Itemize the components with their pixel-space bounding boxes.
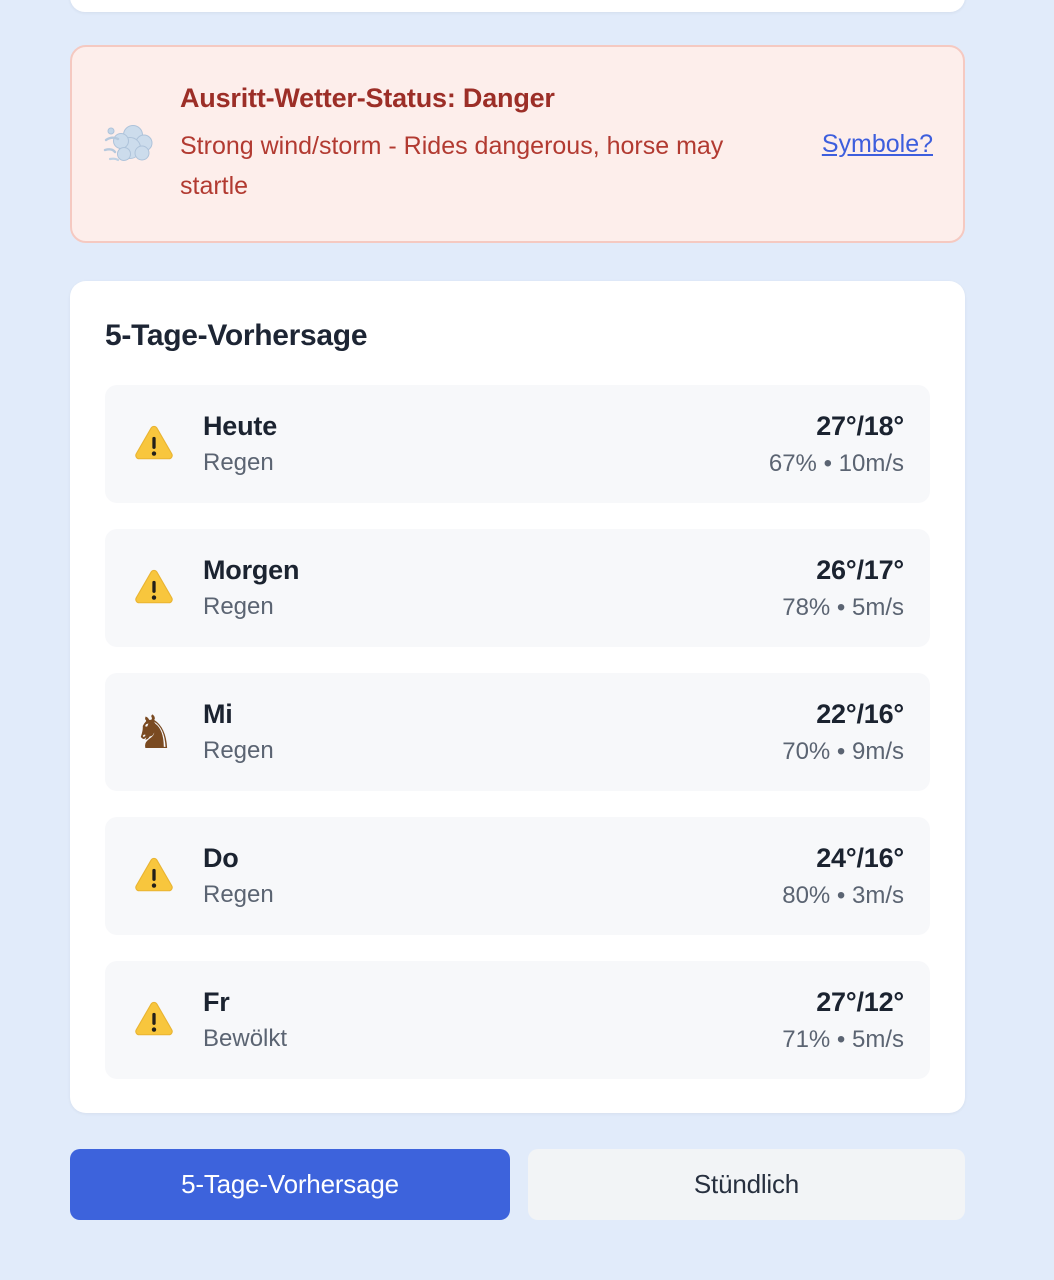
- symbols-help-link[interactable]: Symbole?: [821, 129, 933, 158]
- horse-icon: ♞: [133, 706, 175, 758]
- forecast-condition: Bewölkt: [203, 1025, 288, 1052]
- forecast-details: 70% • 9m/s: [782, 737, 904, 765]
- forecast-details: 80% • 3m/s: [782, 881, 904, 909]
- warning-icon: [129, 566, 179, 610]
- forecast-details: 71% • 5m/s: [782, 1025, 904, 1053]
- forecast-title: 5-Tage-Vorhersage: [105, 319, 368, 352]
- forecast-row-fr: [105, 961, 930, 1079]
- forecast-day-label: Fr: [203, 987, 230, 1017]
- forecast-row-do: [105, 817, 930, 935]
- forecast-temps: 27°/12°: [816, 986, 904, 1017]
- wind-gust-emoji: [102, 120, 156, 168]
- forecast-condition: Regen: [203, 449, 274, 476]
- alert-message: Strong wind/storm - Rides dangerous, horse may startle: [180, 131, 724, 200]
- warning-icon: [129, 998, 179, 1042]
- forecast-condition: Regen: [203, 881, 274, 908]
- tab-hourly[interactable]: Stündlich: [528, 1149, 965, 1220]
- forecast-temps: 27°/18°: [816, 410, 904, 441]
- warning-icon: [129, 422, 179, 466]
- forecast-row-mi: [105, 673, 930, 791]
- warning-icon: [129, 854, 179, 898]
- forecast-condition: Regen: [203, 737, 274, 764]
- forecast-condition: Regen: [203, 593, 274, 620]
- alert-text-block: [180, 83, 765, 206]
- forecast-day-label: Heute: [203, 411, 278, 441]
- forecast-view-tabs: [70, 1149, 965, 1220]
- five-day-forecast-card: [70, 281, 965, 1113]
- previous-card-edge: [70, 0, 965, 12]
- forecast-day-label: Mi: [203, 699, 233, 729]
- forecast-details: 67% • 10m/s: [768, 449, 904, 477]
- forecast-day-label: Do: [203, 843, 239, 873]
- forecast-row-heute: [105, 385, 930, 503]
- tab-five-day-forecast[interactable]: 5-Tage-Vorhersage: [70, 1149, 510, 1220]
- forecast-temps: 22°/16°: [816, 698, 904, 729]
- riding-weather-alert: [70, 45, 965, 243]
- forecast-details: 78% • 5m/s: [782, 593, 904, 621]
- forecast-day-label: Morgen: [203, 555, 300, 585]
- forecast-row-morgen: [105, 529, 930, 647]
- forecast-temps: 24°/16°: [816, 842, 904, 873]
- alert-title: Ausritt-Wetter-Status: Danger: [180, 82, 555, 113]
- forecast-temps: 26°/17°: [816, 554, 904, 585]
